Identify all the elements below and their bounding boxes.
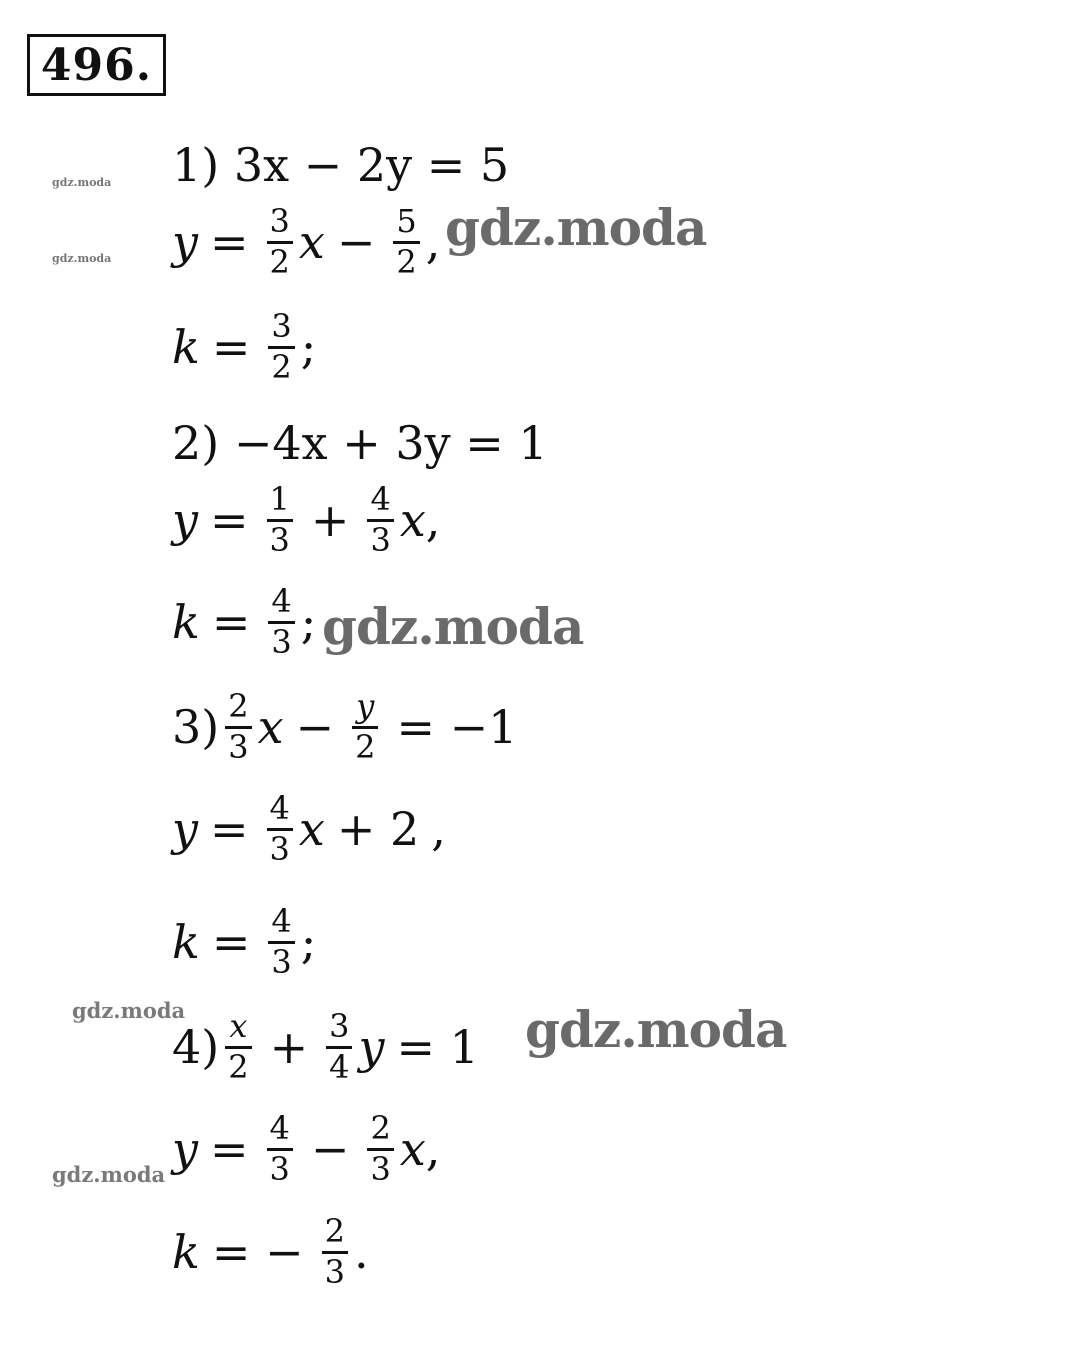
lhs: y [172, 802, 198, 857]
lhs: k [172, 595, 200, 650]
equation-3-solved-y [172, 789, 446, 868]
numerator: 4 [269, 789, 290, 827]
punctuation: , [425, 1122, 441, 1177]
fraction [225, 1007, 251, 1086]
denominator: 3 [367, 519, 393, 558]
variable-y: y [358, 1020, 385, 1075]
fraction [326, 1007, 352, 1086]
minus: − [336, 215, 376, 270]
equals: = − [211, 1225, 304, 1280]
fraction [268, 307, 294, 386]
denominator: 3 [267, 1148, 293, 1187]
lhs: k [172, 320, 200, 375]
numerator: y [356, 687, 375, 725]
equals: = [210, 493, 249, 548]
equation-text: −4x + 3y = 1 [233, 416, 548, 470]
numerator: 2 [370, 1109, 391, 1147]
item-label: 4) [172, 1020, 220, 1075]
denominator: 3 [322, 1251, 348, 1290]
numerator: 3 [269, 202, 290, 240]
minus: − [295, 700, 335, 755]
fraction [268, 582, 294, 661]
watermark: gdz.moda [525, 1000, 787, 1059]
problem-number-badge [27, 34, 166, 96]
equation-text: 3x − 2y = 5 [233, 138, 510, 192]
lhs: y [172, 215, 198, 270]
equals: = [211, 320, 251, 375]
punctuation: , [425, 215, 441, 270]
equation-4-solved-y [172, 1109, 441, 1188]
punctuation: ; [300, 320, 317, 375]
numerator: 4 [271, 582, 292, 620]
equation-4-slope [172, 1212, 369, 1291]
equals: = [210, 802, 249, 857]
equation-2-slope [172, 582, 317, 661]
equals: = [211, 595, 251, 650]
lhs: y [172, 493, 198, 548]
variable-x: x [399, 493, 426, 548]
fraction [225, 687, 251, 766]
denominator: 2 [267, 241, 293, 280]
right-hand-side: = −1 [396, 700, 518, 755]
fraction [267, 1109, 293, 1188]
variable-x: x [399, 1122, 426, 1177]
equals: = [211, 915, 251, 970]
punctuation: ; [300, 915, 317, 970]
problem-number: 496. [40, 39, 153, 91]
minus: − [310, 1122, 350, 1177]
fraction [267, 480, 293, 559]
lhs: y [172, 1122, 198, 1177]
lhs: k [172, 915, 200, 970]
plus: + [269, 1020, 309, 1075]
variable-x: x [298, 215, 325, 270]
numerator: 5 [396, 202, 417, 240]
equation-3-slope [172, 902, 317, 981]
watermark: gdz.moda [72, 998, 186, 1023]
denominator: 3 [267, 519, 293, 558]
variable-x: x [257, 700, 284, 755]
numerator: 1 [269, 480, 290, 518]
watermark: gdz.moda [52, 176, 112, 189]
watermark: gdz.moda [52, 1162, 166, 1187]
equation-3 [172, 687, 529, 766]
punctuation: , [431, 802, 446, 857]
denominator: 3 [268, 941, 294, 980]
fraction [367, 1109, 393, 1188]
denominator: 3 [267, 828, 293, 867]
fraction [267, 202, 293, 281]
numerator: 4 [370, 480, 391, 518]
fraction [267, 789, 293, 868]
equals: = [210, 1122, 249, 1177]
watermark: gdz.moda [322, 597, 584, 656]
denominator: 2 [393, 241, 419, 280]
numerator: 3 [329, 1007, 350, 1045]
fraction [268, 902, 294, 981]
equals: = [210, 215, 249, 270]
fraction [367, 480, 393, 559]
punctuation: , [425, 493, 441, 548]
denominator: 3 [367, 1148, 393, 1187]
equation-1-solved-y [172, 202, 441, 281]
fraction [322, 1212, 348, 1291]
equation-1-slope [172, 307, 317, 386]
equation-2-solved-y [172, 480, 441, 559]
lhs: k [172, 1225, 200, 1280]
equation-4 [172, 1007, 491, 1086]
denominator: 3 [225, 726, 251, 765]
denominator: 4 [326, 1046, 352, 1085]
denominator: 2 [352, 726, 378, 765]
numerator: 3 [271, 307, 292, 345]
numerator: 2 [324, 1212, 345, 1250]
item-label: 1) [172, 138, 220, 192]
equation-1 [172, 138, 510, 192]
plus: + [310, 493, 350, 548]
punctuation: . [353, 1225, 369, 1280]
denominator: 3 [268, 621, 294, 660]
numerator: 2 [228, 687, 249, 725]
equation-2 [172, 416, 548, 470]
item-label: 2) [172, 416, 220, 470]
punctuation: ; [300, 595, 317, 650]
watermark: gdz.moda [52, 252, 112, 265]
fraction [393, 202, 419, 281]
denominator: 2 [268, 346, 294, 385]
item-label: 3) [172, 700, 220, 755]
right-hand-side: = 1 [396, 1020, 479, 1075]
numerator: 4 [269, 1109, 290, 1147]
numerator: x [229, 1007, 248, 1045]
constant-term: + 2 [336, 802, 420, 857]
variable-x: x [298, 802, 325, 857]
denominator: 2 [225, 1046, 251, 1085]
fraction [352, 687, 378, 766]
watermark: gdz.moda [445, 198, 707, 257]
numerator: 4 [271, 902, 292, 940]
